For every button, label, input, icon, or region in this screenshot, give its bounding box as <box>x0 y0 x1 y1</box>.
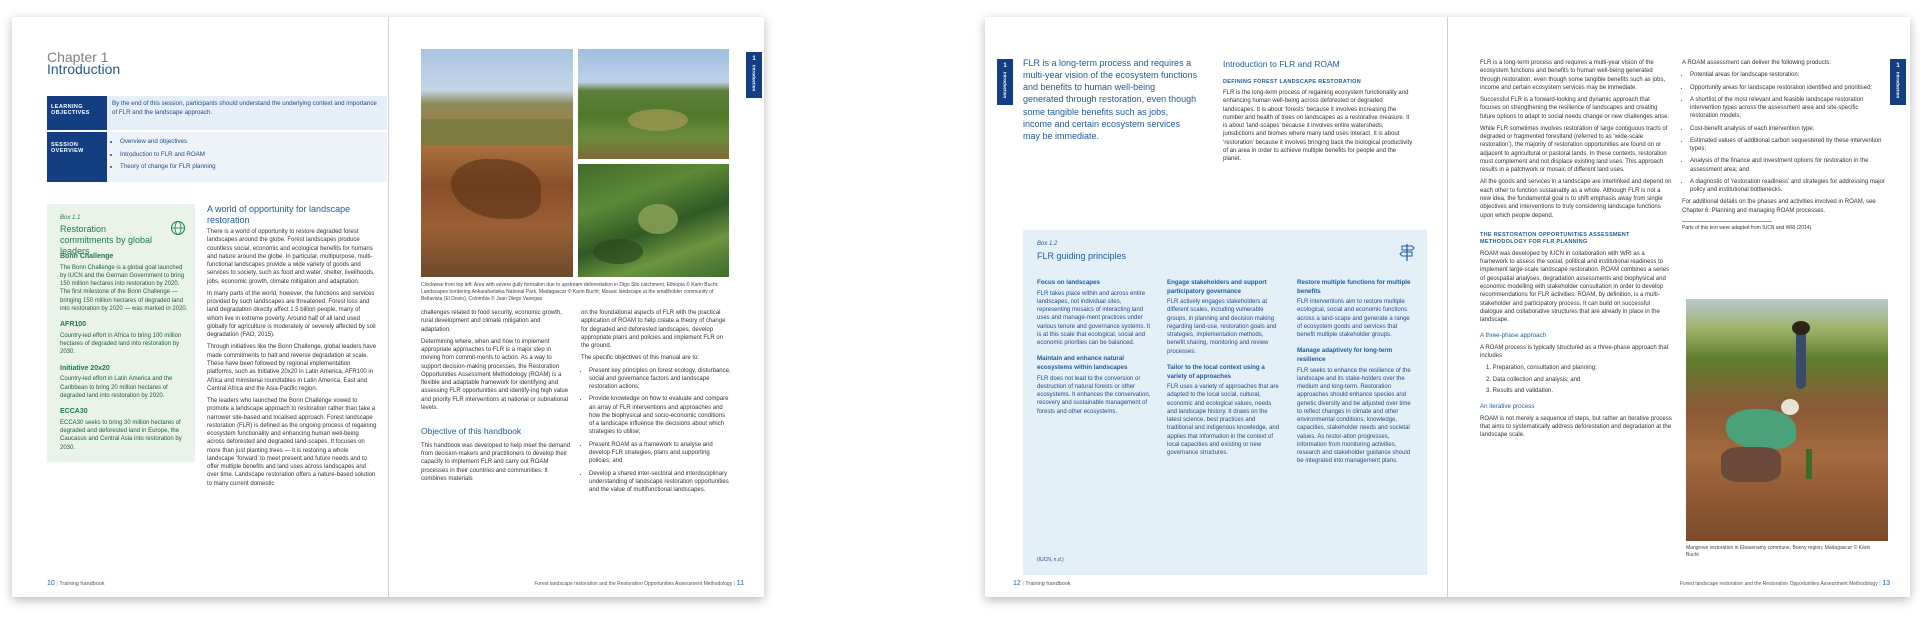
right-spread <box>985 17 1910 597</box>
world-para: There is a world of opportunity to restore degraded forest landscapes around the globe. Forest landscapes produce countless social, economic and ecological benefits for humans and nature around the globe. In particular, multipurpose, multi-functional landscapes provide a wide variety of goods and services to society, such as food and water, shelter, livelihoods, jobs, economic growth, climate mitigation and adaptation. <box>207 229 375 285</box>
ecca30-text: ECCA30 seeks to bring 30 million hectares of degraded and deforested land in Europe, the Caucasus and Central Asia into restoration by 2030. <box>60 419 182 451</box>
p13-para: All the goods and services in a landscape are interlinked and depend on each other to function sustainably as a whole. Although FLR is not a new idea, the fundamental goal is to shift emphasis away from single objectives and interventions to truly considering landscape functions upon which people depend. <box>1480 179 1672 219</box>
page-number: 12 <box>1013 580 1021 587</box>
world-para: Through initiatives like the Bonn Challenge, global leaders have made commitments to halt and reverse degradation at scale. These have been followed by regional implementation platforms, such as Initiative 20x20 in Latin America, AFR100 in Africa and ministerial roundtables in Latin America, East and Central Africa and the Asia-Pacific region. <box>207 344 377 392</box>
product-item: • Potential areas for landscape restoration; <box>1690 71 1887 79</box>
principle-heading: Restore multiple functions for multiple benefits <box>1297 279 1411 295</box>
product-item: • Cost-benefit analysis of each intervention type; <box>1690 125 1887 133</box>
tab-label: Introduction <box>1895 72 1901 99</box>
photo-mangrove-restoration <box>1686 299 1888 541</box>
footer-right: Forest landscape restoration and the Restoration Opportunities Assessment Methodology | 13 <box>1679 580 1890 587</box>
principle-text: FLR does not lead to the conversion or destruction of natural forests or other ecosystems. It enhances the conservation, recovery and sustainable management of forests and other ecosystems. <box>1037 375 1151 415</box>
objective-bullet: • Present ROAM as a framework to analyse and develop FLR strategies, plans and supporting policies; and <box>589 441 731 466</box>
p11-col1 <box>421 309 571 487</box>
photo-madagascar-landscape <box>578 49 729 159</box>
initiative-text: Country-led effort in Latin America and the Caribbean to bring 20 million hectares of degraded land into restoration by 2020. <box>60 376 173 399</box>
principle-heading: Manage adaptively for long-term resilience <box>1297 347 1393 363</box>
objective-text: This handbook was developed to help meet the demand from decision-makers and practitioners to develop their capacity to implement FLR and carry out ROAM processes in their countries and communities. It combines materials <box>421 442 571 482</box>
product-item: • A shortlist of the most relevant and feasible landscape restoration intervention types across the assessment area and site-specific restoration models; <box>1690 96 1887 121</box>
p11-col2-intro: The specific objectives of this manual are to: <box>581 355 700 362</box>
box-1-2-title: FLR guiding principles <box>1037 251 1127 261</box>
footer-text: Training handbook <box>59 581 105 587</box>
page-10 <box>12 17 388 597</box>
footer-text: Forest landscape restoration and the Restoration Opportunities Assessment Methodology <box>534 581 733 587</box>
source-note: Parts of this text were adapted from IUCN and WRI (2014). <box>1682 224 1813 231</box>
tab-number: 1 <box>1003 63 1007 69</box>
p13-col2 <box>1682 59 1887 236</box>
world-title: A world of opportunity for landscape restoration <box>207 204 351 226</box>
session-item: • Introduction to FLR and ROAM <box>120 151 312 160</box>
principle-heading: Tailor to the local context using a variety of approaches <box>1167 363 1265 380</box>
objective-title: Objective of this handbook <box>421 426 522 437</box>
footer-text: Training handbook <box>1025 581 1071 587</box>
products-after: For additional details on the phases and activities involved in ROAM, see Chapter 6: Planning and managing ROAM processes. <box>1682 199 1876 214</box>
product-item: • Analysis of the finance and investment options for restoration in the assessment area; and <box>1690 157 1887 174</box>
page-12 <box>985 17 1447 597</box>
principle-heading: Focus on landscapes <box>1037 279 1100 286</box>
learning-objectives-text: By the end of this session, participants should understand the underlying context and importance of FLR and the landscape approach. <box>112 100 377 116</box>
session-item: • Theory of change for FLR planning <box>120 163 312 172</box>
p11-para: Determining where, when and how to implement appropriate approaches to FLR is a major step in moving from commit-ments to action. As a way to support decision-making processes, the Restoration Opportunities Assessment Methodology (ROAM) is a flexible and adaptable framework for identifying and assessing FLR opportunities and identify-ing high value and priority FLR interventions at national or subnational levels. <box>421 338 569 411</box>
session-overview-label: SESSION OVERVIEW <box>47 132 107 182</box>
principle-heading: Engage stakeholders and support participatory governance <box>1167 279 1267 295</box>
p13-para: FLR is a long-term process and requires a multi-year vision of the ecosystem functions and benefits to human well-being generated through restoration, even though some tangible benefits such as jobs, income and certain ecosystem services may be immediate. <box>1480 60 1666 91</box>
ecca30-heading: ECCA30 <box>60 408 88 416</box>
footer-left: 10 | Training handbook <box>47 580 105 587</box>
intro-title: Introduction to FLR and ROAM <box>1223 59 1340 69</box>
p13-col1 <box>1480 59 1672 444</box>
footer-right: Forest landscape restoration and the Restoration Opportunities Assessment Methodology | 11 <box>534 580 744 587</box>
p13-para: While FLR sometimes involves restoration of large contiguous tracts of degraded or fragmented forestland (referred to as ‘wide-scale restoration’), the majority of restoration opportunities are found on or adjacent to agricultural or pastoral lands. In these contexts, restoration must complement and not displace existing land uses. This approach results in a patchwork or mosaic of different land uses. <box>1480 125 1668 174</box>
globe-icon <box>170 220 186 236</box>
three-phase-text: A ROAM process is typically structured as a three-phase approach that includes <box>1480 344 1669 360</box>
chapter-tab <box>1890 59 1906 105</box>
bonn-heading: Bonn Challenge <box>60 253 114 260</box>
page-13 <box>1448 17 1910 597</box>
principles-col-3 <box>1297 279 1412 470</box>
phase-item: 2. Data collection and analysis; and <box>1486 376 1581 383</box>
box-1-1-title: Restoration commitments by global leaders <box>60 224 153 256</box>
product-item: • Estimated values of additional carbon sequestered by these intervention types; <box>1690 137 1887 154</box>
photo-gully-erosion <box>421 49 573 277</box>
principle-text: FLR uses a variety of approaches that are adapted to the local social, cultural, economic and ecological values, needs and landscape history. It draws on the latest science, best practices and traditional and indigenous knowledge, and applies that information in the context of local capacities and existing or new governance structures. <box>1167 384 1280 457</box>
iterative-text: ROAM is not merely a sequence of steps, but rather an iterative process that aims to systematically address deforestation and degradation at the landscape scale. <box>1480 415 1672 439</box>
roam-subheading: THE RESTORATION OPPORTUNITIES ASSESSMENT METHODOLOGY FOR FLR PLANNING <box>1480 231 1630 246</box>
signpost-icon <box>1399 242 1415 262</box>
products-intro: A ROAM assessment can deliver the following products: <box>1682 60 1832 66</box>
principle-text: FLR actively engages stakeholders at different scales, including vulnerable groups, in planning and decision making regarding land-use, restoration goals and strategies, implementation methods, benefit sharing, monitoring and review processes. <box>1167 299 1277 355</box>
product-item: • A diagnostic of ‘restoration readiness’ and strategies for addressing major policy and institutional bottlenecks. <box>1690 178 1887 195</box>
photo-caption: Mangrove restoration in Ebasenamy commune, Boeny region, Madagascar © Karin Bucht <box>1686 545 1871 558</box>
page-number: 11 <box>736 580 744 587</box>
session-overview-list <box>112 138 312 176</box>
afr100-heading: AFR100 <box>60 321 87 329</box>
product-item: • Opportunity areas for landscape restoration identified and prioritised; <box>1690 84 1887 92</box>
photo-caption: Clockwise from top left: Area with severe gully formation due to upstream deforestation in Digo Silo catchment, Ethiopia © Karin Bucht; Landscapes bordering Ankarafantsika National Park, Madagascar © Karin Bucht; Mosaic landscape at the smallholder community of Bellavista (El Dovio), Colombia © Juan Diego Vanegas <box>421 282 719 302</box>
iterative-title: An iterative process <box>1480 403 1535 411</box>
chapter-label: Chapter 1 <box>47 49 109 65</box>
box-1-2-number: Box 1.2 <box>1037 241 1058 247</box>
learning-objectives-label: LEARNING OBJECTIVES <box>47 96 107 130</box>
p11-col2-para: on the foundational aspects of FLR with the practical application of ROAM to help create a theory of change for degraded and deforested landscapes, develop appropriate plans and policies and implement FLR on the ground. <box>581 310 726 350</box>
principles-col-1 <box>1037 279 1152 420</box>
box-1-2-source: (IUCN, n.d.) <box>1037 557 1064 563</box>
pull-quote: FLR is a long-term process and requires a multi-year vision of the ecosystem functions and benefits to human well-being generated through restoration, even though some tangible benefits such as jobs, income and certain ecosystem services may be immediate. <box>1023 58 1198 141</box>
objective-bullet: • Develop a shared inter-sectoral and interdisciplinary understanding of landscape restoration opportunities and the value of multifunctional landscapes. <box>589 470 731 495</box>
page-number: 10 <box>47 580 55 587</box>
bonn-text: The Bonn Challenge is a global goal launched by IUCN and the German Government to bring 150 million hectares into restoration by 2020. The first milestone of the Bonn Challenge — bringing 150 million hectares of degraded land into restoration by 2020 — was marked in 2020. <box>60 264 188 312</box>
page-number: 13 <box>1882 580 1890 587</box>
three-phase-title: A three-phase approach <box>1480 332 1547 340</box>
objective-bullet: • Present key principles on forest ecology, disturbance, social and governance factors and landscape restoration actions; <box>589 367 731 392</box>
world-para: In many parts of the world, however, the functions and services provided by such landscapes are threatened. Forest loss and land degradation directly affect 1.5 billion people, many of whom live in extreme poverty. Around half of all land used globally for agriculture is moderately or severely affected by soil degradation (FAO, 2015). <box>207 290 376 339</box>
principle-text: FLR interventions aim to restore multiple ecological, social and economic functions across a land-scape and generate a range of ecosystem goods and services that benefit multiple stakeholder groups. <box>1297 299 1410 339</box>
footer-left: 12 | Training handbook <box>1013 580 1071 587</box>
box-1-1-sections <box>60 252 188 456</box>
world-para: The leaders who launched the Bonn Challenge vowed to promote a landscape approach to restoration rather than take a narrower site-based and localised approach. Forest landscape restoration (FLR) is defined as the ongoing process of regaining ecosystem functionality and enhancing human well-being across deforested and degraded land-scapes. It focuses on more than just planting trees — it is restoring a whole landscape ‘forward’ to meet present and future needs and to offer multiple benefits and land uses across landscapes and over time. Landscape restoration offers a nature-based solution to many current domestic <box>207 398 377 487</box>
initiative-heading: Initiative 20x20 <box>60 364 110 372</box>
p13-para: Successful FLR is a forward-looking and dynamic approach that focuses on strengthening the resilience of landscapes and creating future options to adapt to social needs change or new challenges arise. <box>1480 97 1670 120</box>
principle-heading: Maintain and enhance natural ecosystems within landscapes <box>1037 355 1128 371</box>
objective-bullet: • Provide knowledge on how to evaluate and compare an array of FLR interventions and approaches and how the biophysical and socio-economic conditions of a landscape influence the decisions about which strategies to utilise; <box>589 395 731 436</box>
principle-text: FLR takes place within and across entire landscapes, not individual sites, representing mosaics of interacting land uses and manage-ment practices under various tenure and governance systems. It is at this scale that ecological, social and economic priorities can be balanced. <box>1037 290 1151 347</box>
tab-number: 1 <box>1896 63 1900 69</box>
chapter-tab <box>746 52 762 98</box>
intro-subheading: DEFINING FOREST LANDSCAPE RESTORATION <box>1223 79 1362 85</box>
tab-label: Introduction <box>1002 72 1008 99</box>
principle-text: FLR seeks to enhance the resilience of the landscape and its stake-holders over the medium and long-term. Restoration approaches should enhance species and genetic diversity and be adjusted over time to reflect changes in climate and other environmental conditions, knowledge, capacities, stakeholder needs and societal values. As restor-ation progresses, information from monitoring activities, research and stakeholder guidance should be integrated into management plans. <box>1297 367 1411 465</box>
phase-item: 3. Results and validation. <box>1486 387 1554 394</box>
tab-number: 1 <box>752 56 756 62</box>
phase-item: 1. Preparation, consultation and planning; <box>1486 365 1597 372</box>
world-text <box>207 228 377 492</box>
p11-para: challenges related to food security, economic growth, rural development and climate mitigation and adaptation. <box>421 310 562 333</box>
chapter-title: Introduction <box>47 61 121 77</box>
left-spread <box>12 17 764 597</box>
page-11 <box>389 17 764 597</box>
session-item: • Overview and objectives <box>120 138 312 147</box>
roam-text: ROAM was developed by IUCN in collaboration with WRI as a framework to assess the social, political and institutional readiness to implement large-scale landscape restoration. ROAM combines a series of geospatial analyses, degradation assessments and biophysical and economic modelling with stakeholder consultation in order to develop recommendations for FLR activities. ROAM, by definition, is a multi-stakeholder and participatory process. It can build on successful dialogue and collaborative structures that are already in place in the landscape. <box>1480 250 1670 324</box>
photo-colombia-mosaic <box>578 164 729 277</box>
intro-text: FLR is the long-term process of regaining ecosystem functionality and enhancing human well-being across deforested or degraded landscapes. It is about ‘forests’ because it involves increasing the number and health of trees on landscapes as a restorative measure. It is about ‘land-scapes’ because it involves entire watersheds, jurisdictions and biomes where many land uses interact. It is about ‘restoration’ because it involves bringing back the biological productivity of an area in order to achieve multiple benefits for people and the planet. <box>1223 90 1413 163</box>
chapter-tab <box>997 59 1013 105</box>
footer-text: Forest landscape restoration and the Restoration Opportunities Assessment Methodology <box>1679 581 1878 587</box>
afr100-text: Country-led effort in Africa to bring 100 million hectares of degraded land into restoration by 2030. <box>60 332 182 356</box>
tab-label: Introduction <box>751 65 757 92</box>
principles-col-2 <box>1167 279 1282 461</box>
p11-col2 <box>581 309 731 498</box>
box-1-1-number: Box 1.1 <box>60 215 81 221</box>
